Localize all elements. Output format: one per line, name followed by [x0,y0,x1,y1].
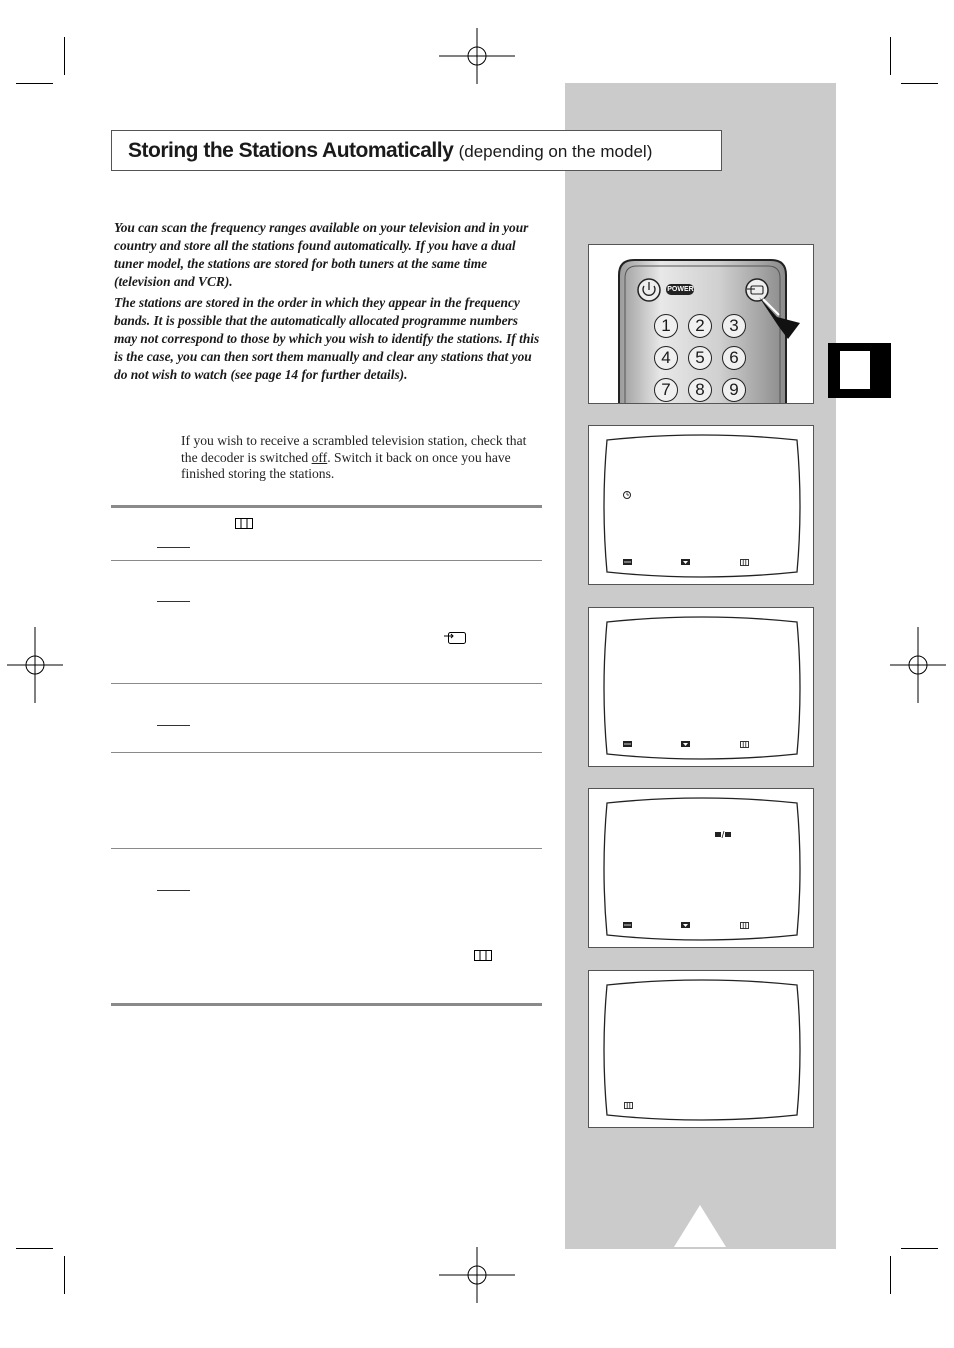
crop-mark [16,1248,53,1249]
remote-illustration [588,244,814,404]
tv-screen-4 [588,970,814,1128]
input-source-icon [746,279,768,301]
registration-mark [439,18,515,94]
tv-screen-1 [588,425,814,585]
menu-icon [474,950,492,961]
section-tab [828,343,891,398]
step-divider [111,848,542,849]
select-updown-icon [681,741,690,747]
crop-mark [64,1256,65,1294]
select-updown-icon [681,922,690,928]
step-divider [111,752,542,753]
crop-mark [64,37,65,75]
registration-mark [0,627,73,703]
power-icon [638,279,660,301]
select-updown-icon [681,559,690,565]
move-icon [623,741,632,747]
intro-paragraph-2: The stations are stored in the order in which they appear in the frequency bands. It is possible that the automatically allocated programme numbers may not correspond to those by which you wish to identify the stations. If this is the case, you can then sort them manually and clear any stations that you do not wish to watch (see page 14 for further details). [114,295,540,382]
tv-screen-2 [588,607,814,767]
intro-paragraph-1: You can scan the frequency ranges available on your television and in your country and store all the stations found automatically. If you have a dual tuner model, the stations are stored for both tuners at the same time (television and VCR). [114,220,529,289]
crop-mark [901,1248,938,1249]
registration-mark [880,627,954,703]
step-divider [111,683,542,684]
digit-keypad [654,314,766,402]
page-title: Storing the Stations Automatically (depending on the model) [128,139,653,162]
move-icon [623,922,632,928]
result-line [157,547,190,548]
move-icon [623,559,632,565]
digit-key-5: 5 [688,346,712,370]
crop-mark [901,83,938,84]
crop-mark [16,83,53,84]
input-source-icon [443,629,467,645]
digit-key-8: 8 [688,378,712,402]
registration-mark [439,1237,515,1313]
page-marker-triangle [674,1205,726,1247]
digit-key-7: 7 [654,378,678,402]
page-title-suffix: (depending on the model) [458,142,653,161]
menu-icon [235,518,253,529]
result-line [157,890,190,891]
digit-key-3: 3 [722,314,746,338]
crop-mark [890,37,891,75]
tv-screen-3 [588,788,814,948]
steps-bottom-rule [111,1003,542,1006]
crop-mark [890,1256,891,1294]
decoder-note: If you wish to receive a scrambled television station, check that the decoder is switched off. Switch it back on once you have finished storing the stations. [181,433,527,481]
result-line [157,601,190,602]
power-button-label: POWER [667,286,694,293]
digit-key-6: 6 [722,346,746,370]
steps-top-rule [111,505,542,508]
digit-key-9: 9 [722,378,746,402]
result-line [157,725,190,726]
title-box [111,130,722,171]
step-divider [111,560,542,561]
note-off-word: off [311,449,328,465]
digit-key-4: 4 [654,346,678,370]
digit-key-2: 2 [688,314,712,338]
digit-key-1: 1 [654,314,678,338]
